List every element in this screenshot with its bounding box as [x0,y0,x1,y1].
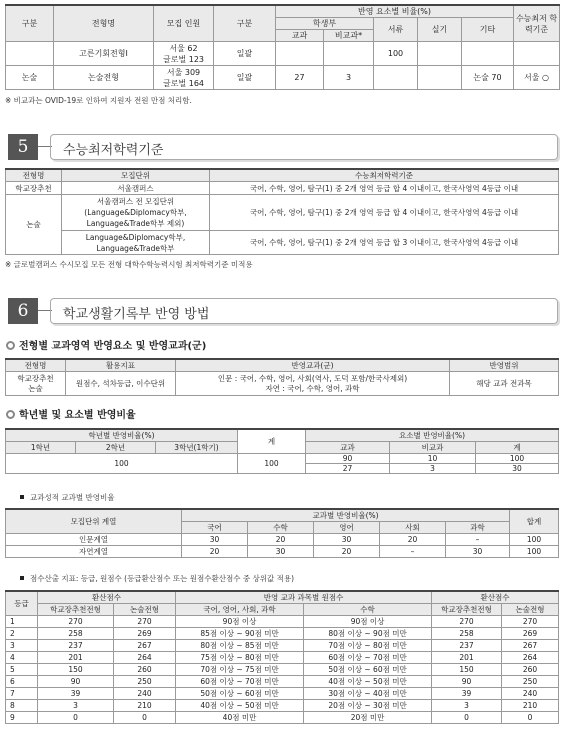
unit-line: 서울캠퍼스 전 모집단위 [96,197,175,206]
unit-line: Language&Diplomacy학부, [85,232,186,242]
cell-value: 20점 미만 [304,712,432,724]
jeon-line: 학교장추천 [17,373,54,383]
section-number: 6 [8,298,38,324]
cell-value: 27 [306,464,390,474]
header-grade-ratio: 학년별 반영비율(%) [6,429,238,442]
suneung-table-block [5,168,559,270]
header-seoryu: 서류 [374,18,418,42]
cell-mojip [154,42,214,66]
header-haksaengbu: 학생부 [276,18,374,30]
header-crit: 수능최저학력기준 [210,169,559,182]
cell-value: 240 [502,688,559,700]
cell-value: 39 [432,688,502,700]
cell-value: 80점 이상 ~ 90점 미만 [304,628,432,640]
cell-bigyogwa: 3 [324,66,374,90]
header-jipyo: 활용지표 [66,359,176,372]
table-row [6,454,559,464]
header-school2: 학교장추천전형 [432,604,502,616]
cell-gyogwa: 27 [276,66,324,90]
cell-value: 264 [502,652,559,664]
header-gyogwa: 교과 [276,30,324,42]
cell-value: 90 [306,454,390,464]
header-gubun2: 구분 [214,5,276,42]
cell-value: 30 [446,546,510,558]
cell-grade: 6 [6,676,38,688]
cell-type: 일괄 [214,42,276,66]
header-g1: 1학년 [6,442,76,454]
cell-value: – [446,534,510,546]
cell-gyogwa [276,42,324,66]
header-bigyogwa: 비교과* [324,30,374,42]
header-silgi: 실기 [418,18,462,42]
cell-value: 30 [476,464,559,474]
header-suneung: 수능최저 학력기준 [514,5,560,42]
cell-unit [62,195,210,231]
header-gyogwa: 반영교과(군) [176,359,450,372]
cell-crit: 국어, 수학, 영어, 탐구(1) 중 2개 영역 등급 합 4 이내이고, 한국사영역 4등급 이내 [210,182,559,195]
cell-grade: 9 [6,712,38,724]
cell-grade: 4 [6,652,38,664]
cell-value: 20 [380,534,446,546]
header-school: 학교장추천전형 [38,604,114,616]
subheading-2 [6,406,136,421]
cell-value: 40점 이상 ~ 50점 미만 [176,700,304,712]
cell-gubun: 논술 [6,66,54,90]
header-essay2: 논술전형 [502,604,559,616]
table-row [6,676,559,688]
cell-grade: 5 [6,664,38,676]
table-row [6,182,559,195]
gyogwa-line: 자연 : 국어, 수학, 영어, 과학 [265,383,360,393]
score-conversion-table-block [5,590,559,724]
cell-value: 150 [432,664,502,676]
cell-value: 30점 이상 ~ 40점 미만 [304,688,432,700]
cell-value: 20 [248,534,314,546]
cell-seoryu: 100 [374,42,418,66]
grade-ratio-table [5,428,559,474]
square-bullet-icon [20,576,24,580]
subheading-text: 학년별 및 요소별 반영비율 [19,410,136,421]
suneung-table [5,168,559,255]
table-row [6,688,559,700]
header-raw-other: 국어, 영어, 사회, 과학 [176,604,304,616]
cell-crit: 국어, 수학, 영어, 탐구(1) 중 2개 영역 등급 합 3 이내이고, 한국사영역 4등급 이내 [210,231,559,255]
cell-value: 270 [114,616,176,628]
section-title-box [50,134,558,160]
table-row [6,372,559,396]
cell-value: 264 [114,652,176,664]
header-sum [238,429,306,454]
section-6-heading [4,296,558,326]
section-title-box [50,298,558,324]
reflect-subject-table-block [5,358,559,396]
header-g3: 3학년(1학기) [156,442,238,454]
subheading-text: 전형별 교과영역 반영요소 및 반영교과(군) [19,341,207,352]
header-conv: 환산점수 [38,591,176,604]
cell-value: 70점 이상 ~ 80점 미만 [304,640,432,652]
cell-value: 269 [114,628,176,640]
cell-value: 3 [432,700,502,712]
subject-ratio-table-block [5,508,559,558]
table-row [6,231,559,255]
square-bullet-icon [20,495,24,499]
cell-value: 210 [502,700,559,712]
cell-grade: 8 [6,700,38,712]
section-number: 5 [8,134,38,160]
cell-value: 20점 이상 ~ 30점 미만 [304,700,432,712]
cell-value: 50점 이상 ~ 60점 미만 [176,688,304,700]
unit-line: Language&Trade학부 [96,243,175,253]
table-row [6,640,559,652]
cell-value: – [380,546,446,558]
header-essay: 논술전형 [114,604,176,616]
cell-value: 90 [38,676,114,688]
header-subject: 과학 [446,522,510,534]
cell-value: 100 [476,454,559,464]
header-banyeong: 반영 요소별 비율(%) [276,5,514,18]
header-subject: 수학 [248,522,314,534]
cell-value: 85점 이상 ~ 90점 미만 [176,628,304,640]
circle-bullet-icon [6,410,15,419]
cell-value: 258 [38,628,114,640]
cell-seoryu [374,66,418,90]
bullet-2 [20,573,294,584]
cell-value: 0 [502,712,559,724]
cell-unit: 서울캠퍼스 [62,182,210,195]
bullet-1 [20,492,114,503]
cell-value: 40점 이상 ~ 50점 미만 [304,676,432,688]
cell-name: 자연계열 [6,546,182,558]
unit-line: (Language&Diplomacy학부, [84,208,187,217]
header-elem-ratio: 요소별 반영비율(%) [306,429,559,442]
cell-jipyo: 원점수, 석차등급, 이수단위 [66,372,176,396]
cell-jeon [6,372,66,396]
cell-name: 고른기회전형Ⅰ [54,42,154,66]
circle-bullet-icon [6,341,15,350]
sum-label: 계 [267,437,276,446]
cell-value: 0 [432,712,502,724]
cell-value: 250 [114,676,176,688]
header-jeon: 전형명 [6,169,62,182]
cell-crit: 국어, 수학, 영어, 탐구(1) 중 2개 영역 등급 합 4 이내이고, 한국사영역 4등급 이내 [210,195,559,231]
cell-type: 일괄 [214,66,276,90]
cell-value: 30 [182,534,248,546]
header-rate: 교과별 반영비율(%) [182,509,510,522]
cell-value: 20 [182,546,248,558]
cell-sum: 100 [510,546,559,558]
cell-suneung [514,42,560,66]
cell-grade: 3 [6,640,38,652]
unit-line: Language&Trade학부 제외) [86,219,185,228]
header-unit: 모집단위 계열 [6,509,182,534]
reflect-subject-table [5,358,559,396]
cell-value: 0 [114,712,176,724]
cell-value: 237 [432,640,502,652]
table-row [6,534,559,546]
cell-value: 90점 이상 [304,616,432,628]
header-gita: 기타 [462,18,514,42]
header-subject: 사회 [380,522,446,534]
cell-jeon: 학교장추천 [6,182,62,195]
subject-ratio-table [5,508,559,558]
bullet-text: 교과성적 교과별 반영비율 [30,493,115,502]
cell-value: 60점 이상 ~ 70점 미만 [304,652,432,664]
header-raw: 반영 교과 과목별 원점수 [176,591,432,604]
header-beomwi: 반영범위 [450,359,559,372]
cell-gita [462,42,514,66]
cell-name: 인문계열 [6,534,182,546]
cell-value: 90점 이상 [176,616,304,628]
header-sum: 합계 [510,509,559,534]
header-subject: 영어 [314,522,380,534]
mojip-line: 글로벌 164 [163,78,204,88]
cell-value: 201 [38,652,114,664]
cell-value: 30 [314,534,380,546]
header-jeon: 전형명 [6,359,66,372]
cell-grade-sum: 100 [238,454,306,474]
table-row [6,628,559,640]
cell-value: 240 [114,688,176,700]
cell-value: 270 [38,616,114,628]
cell-value: 260 [114,664,176,676]
cell-silgi [418,66,462,90]
header-jeonhyeong: 전형명 [54,5,154,42]
cell-grade: 7 [6,688,38,700]
header-conv2: 환산점수 [432,591,559,604]
mojip-line: 서울 62 [169,43,198,53]
grade-ratio-table-block [5,428,559,474]
table-row [6,700,559,712]
score-conversion-rows [6,616,559,724]
table2-note: ※ 글로벌캠퍼스 수시모집 모든 전형 대학수학능력시험 최저학력기준 미적용 [5,260,253,269]
selection-ratio-table [5,4,560,90]
cell-value: 267 [114,640,176,652]
jeon-line: 논술 [28,383,43,393]
cell-value: 270 [502,616,559,628]
cell-value: 250 [502,676,559,688]
header-unit: 모집단위 [62,169,210,182]
table-row [6,195,559,231]
cell-value: 75점 이상 ~ 80점 미만 [176,652,304,664]
header-mojip: 모집 인원 [154,5,214,42]
cell-value: 3 [390,464,476,474]
cell-grade: 1 [6,616,38,628]
table-row [6,616,559,628]
bullet-text: 점수산출 지표: 등급, 원점수 (등급환산점수 또는 원점수환산점수 중 상위값 적용) [30,574,295,583]
cell-value: 30 [248,546,314,558]
section-title: 수능최저학력기준 [63,143,164,158]
header-g2: 2학년 [76,442,156,454]
selection-ratio-table-block [5,4,559,106]
cell-value: 40점 미만 [176,712,304,724]
table-row [6,652,559,664]
header-gubun: 구분 [6,5,54,42]
mojip-line: 서울 309 [166,67,201,77]
cell-sum: 100 [510,534,559,546]
section-title: 학교생활기록부 반영 방법 [63,307,210,322]
section-5-heading [4,132,558,162]
subheading-1 [6,337,206,352]
cell-value: 80점 이상 ~ 85점 미만 [176,640,304,652]
cell-value: 60점 이상 ~ 70점 미만 [176,676,304,688]
cell-value: 70점 이상 ~ 75점 미만 [176,664,304,676]
cell-value: 150 [38,664,114,676]
table-row [6,42,560,66]
cell-value: 10 [390,454,476,464]
cell-value: 258 [432,628,502,640]
cell-value: 210 [114,700,176,712]
cell-value: 267 [502,640,559,652]
cell-value: 269 [502,628,559,640]
cell-gubun [6,42,54,66]
cell-value: 201 [432,652,502,664]
header-raw-math: 수학 [304,604,432,616]
cell-value: 3 [38,700,114,712]
mojip-line: 글로벌 123 [163,54,204,64]
cell-gita: 논술 70 [462,66,514,90]
table1-note: ※ 비교과는 OVID-19로 인하여 지원자 전원 만점 처리함. [5,96,192,105]
cell-mojip [154,66,214,90]
score-conversion-table [5,590,559,724]
cell-value: 39 [38,688,114,700]
cell-value: 237 [38,640,114,652]
cell-value: 20 [314,546,380,558]
cell-gyogwa [176,372,450,396]
table-row [6,712,559,724]
cell-value: 50점 이상 ~ 60점 미만 [304,664,432,676]
table-row [6,546,559,558]
cell-value: 0 [38,712,114,724]
cell-name: 논술전형 [54,66,154,90]
cell-suneung: 서울 ○ [514,66,560,90]
cell-value: 270 [432,616,502,628]
cell-jeon: 논술 [6,195,62,255]
cell-bigyogwa [324,42,374,66]
header-grade: 등급 [6,591,38,616]
cell-grade-value: 100 [6,454,238,474]
cell-value: 90 [432,676,502,688]
cell-grade: 2 [6,628,38,640]
cell-value: 260 [502,664,559,676]
header-e1: 교과 [306,442,390,454]
table-row [6,664,559,676]
cell-unit [62,231,210,255]
gyogwa-line: 인문 : 국어, 수학, 영어, 사회(역사, 도덕 포함/한국사제외) [217,373,408,383]
cell-silgi [418,42,462,66]
cell-beomwi: 해당 교과 전과목 [450,372,559,396]
header-e3: 계 [476,442,559,454]
header-e2: 비교과 [390,442,476,454]
header-subject: 국어 [182,522,248,534]
table-row [6,66,560,90]
